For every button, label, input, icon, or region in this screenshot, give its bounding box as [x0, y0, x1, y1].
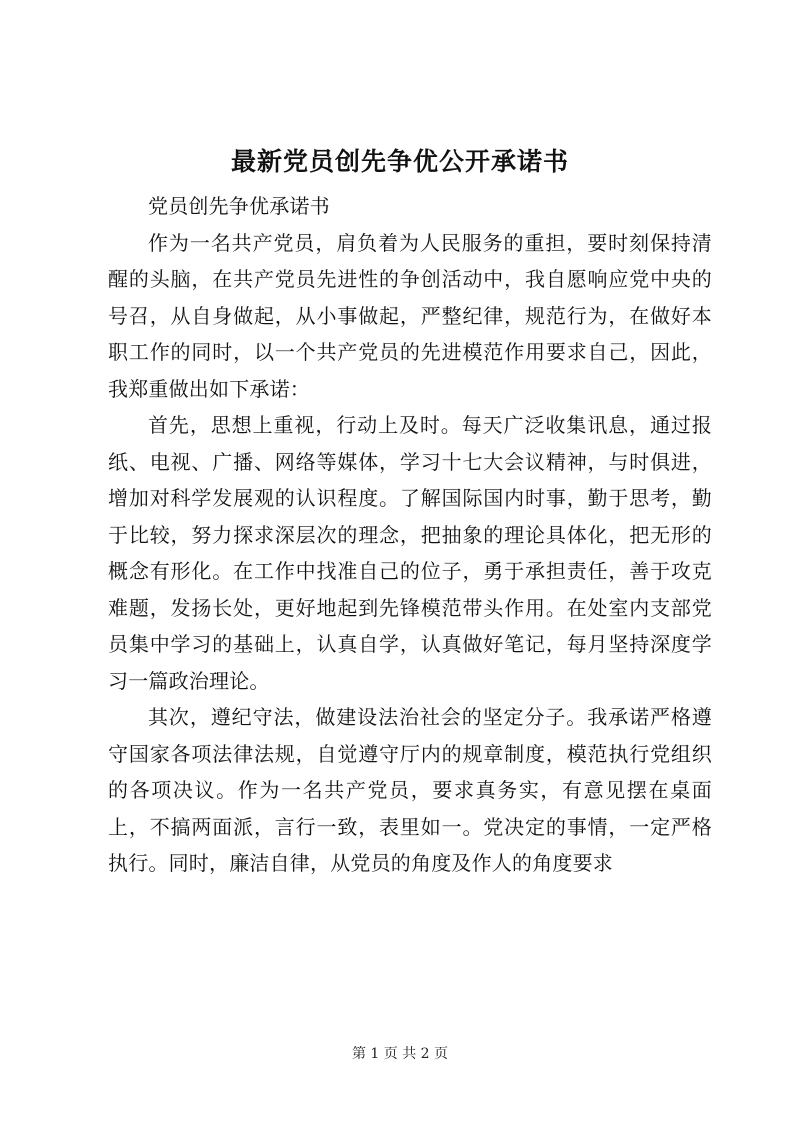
paragraph-second: 其次，遵纪守法，做建设法治社会的坚定分子。我承诺严格遵守国家各项法律法规，自觉遵守厅内的规章制度，模范执行党组织的各项决议。作为一名共产党员，要求真务实，有意见摆在桌面上，不搞两面派，言行一致，表里如一。党决定的事情，一定严格执行。同时，廉洁自律，从党员的角度及作人的角度要求 — [108, 705, 712, 875]
paragraph-intro: 作为一名共产党员，肩负着为人民服务的重担，要时刻保持清醒的头脑，在共产党员先进性的争创活动中，我自愿响应党中央的号召，从自身做起，从小事做起，严整纪律，规范行为，在做好本职工作的同时，以一个共产党员的先进模范作用要求自己，因此，我郑重做出如下承诺： — [108, 230, 712, 401]
document-body — [108, 188, 712, 882]
paragraph-first: 首先，思想上重视，行动上及时。每天广泛收集讯息，通过报纸、电视、广播、网络等媒体，学习十七大会议精神，与时俱进，增加对科学发展观的认识程度。了解国际国内时事，勤于思考，勤于比较，努力探求深层次的理念，把抽象的理论具体化，把无形的概念有形化。在工作中找准自己的位子，勇于承担责任，善于攻克难题，发扬长处，更好地起到先锋模范带头作用。在处室内支部党员集中学习的基础上，认真自学，认真做好笔记，每月坚持深度学习一篇政治理论。 — [108, 413, 712, 693]
document-title: 最新党员创先争优公开承诺书 — [230, 147, 569, 176]
page-footer: 第 1 页 共 2 页 — [351, 1046, 449, 1062]
paragraph-subtitle: 党员创先争优承诺书 — [148, 194, 330, 218]
